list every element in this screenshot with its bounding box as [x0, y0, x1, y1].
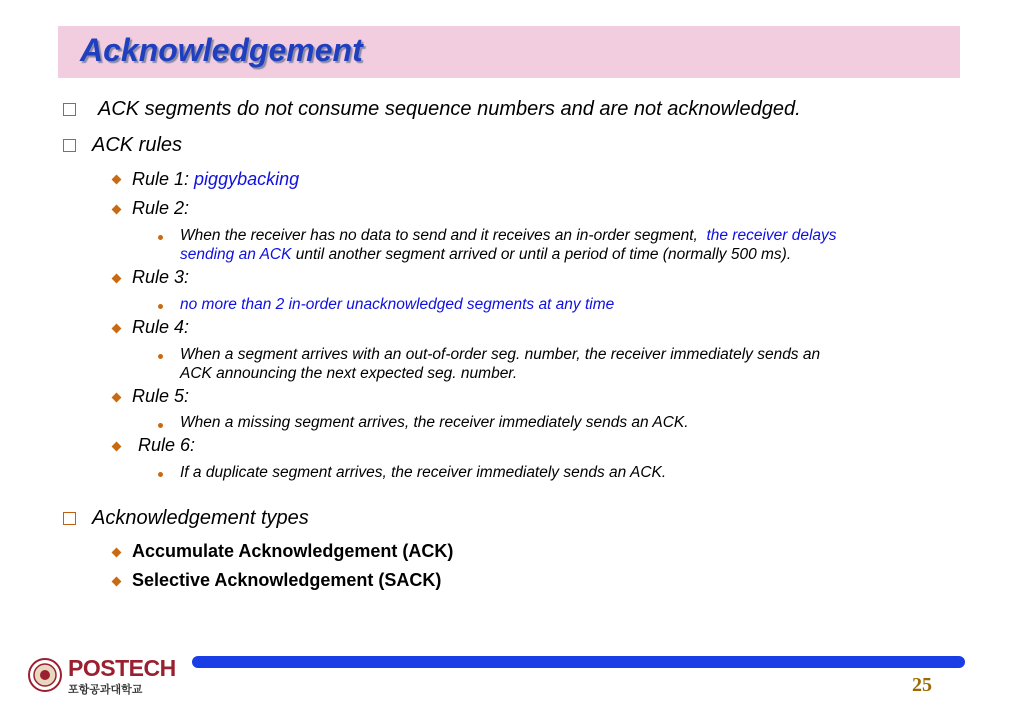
bullet-ack-rules: ACK rules: [92, 134, 183, 156]
diamond-bullet-icon: [112, 577, 122, 587]
diamond-bullet-icon: [112, 548, 122, 558]
dot-bullet-icon: [158, 354, 163, 359]
rule-3-text: no more than 2 in-order unacknowledged segments at any time: [180, 296, 615, 313]
diamond-bullet-icon: [112, 175, 122, 185]
title-bar: [58, 26, 960, 78]
dot-bullet-icon: [158, 304, 163, 309]
type-selective-ack: Selective Acknowledgement (SACK): [132, 570, 442, 590]
rule-2-text-line2: [180, 245, 791, 264]
rule-2-label: Rule 2:: [132, 198, 190, 218]
rule-2-text-line1: [180, 226, 837, 245]
type-accumulate-ack: Accumulate Acknowledgement (ACK): [132, 541, 454, 561]
rule-4-text-line2: ACK announcing the next expected seg. number.: [180, 365, 518, 382]
rule-4-text-line1: When a segment arrives with an out-of-order seg. number, the receiver immediately sends an: [180, 346, 821, 363]
diamond-bullet-icon: [112, 274, 122, 284]
logo-subtext: 포항공과대학교: [68, 684, 143, 696]
square-bullet-icon: [63, 103, 76, 116]
square-bullet-icon: [63, 139, 76, 152]
dot-bullet-icon: [158, 423, 163, 428]
footer-bar: [192, 656, 965, 668]
rule-1: [132, 169, 299, 190]
page-number: 25: [912, 674, 932, 696]
rule-5-text: When a missing segment arrives, the receiver immediately sends an ACK.: [180, 414, 689, 431]
rule-6-text: If a duplicate segment arrives, the receiver immediately sends an ACK.: [180, 464, 667, 481]
square-bullet-icon: [63, 512, 76, 525]
logo-text: POSTECH: [68, 655, 176, 681]
rule-2-text-b: until another segment arrived or until a period of time (normally 500 ms).: [291, 246, 792, 263]
rule-1-label: Rule 1:: [132, 169, 195, 189]
slide-title: Acknowledgement: [80, 32, 363, 68]
diamond-bullet-icon: [112, 442, 122, 452]
diamond-bullet-icon: [112, 393, 122, 403]
rule-2-text-blue2: sending an ACK: [180, 246, 292, 263]
rule-5-label: Rule 5:: [132, 386, 190, 406]
postech-logo: [28, 655, 176, 697]
rule-2-text-blue1: the receiver delays: [706, 227, 837, 244]
diamond-bullet-icon: [112, 324, 122, 334]
bullet-ack-types: Acknowledgement types: [92, 507, 309, 529]
rule-6-label: Rule 6:: [138, 435, 196, 455]
diamond-bullet-icon: [112, 205, 122, 215]
rule-4-label: Rule 4:: [132, 317, 190, 337]
dot-bullet-icon: [158, 472, 163, 477]
dot-bullet-icon: [158, 235, 163, 240]
rule-2-text-a: When the receiver has no data to send and it receives an in-order segment,: [180, 227, 698, 244]
rule-1-value: piggybacking: [194, 169, 300, 189]
rule-3-label: Rule 3:: [132, 267, 190, 287]
bullet-ack-segments: ACK segments do not consume sequence numbers and are not acknowledged.: [98, 98, 801, 120]
